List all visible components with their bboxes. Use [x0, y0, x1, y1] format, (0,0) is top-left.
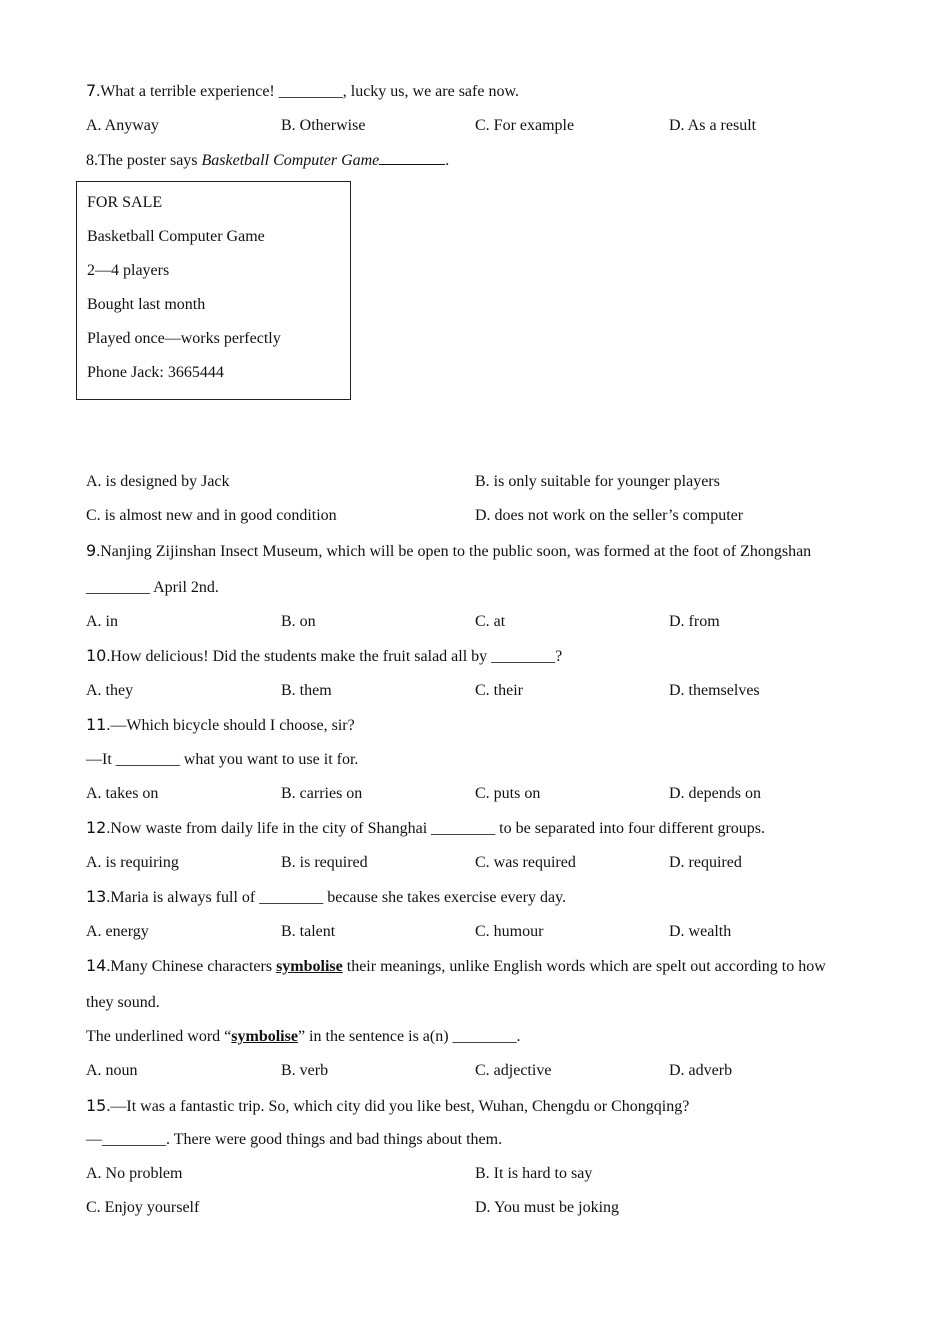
question-number: 13	[86, 887, 107, 906]
question-14-prompt	[86, 1027, 521, 1047]
question-text: .Maria is always full of ________ because she takes exercise every day.	[106, 889, 567, 906]
question-number: 14	[86, 956, 107, 975]
question-10-stem	[86, 646, 562, 667]
option-c: C. is almost new and in good condition	[86, 507, 337, 524]
poster-line: 2—4 players	[87, 262, 170, 279]
question-13-stem	[86, 887, 566, 908]
option-b: B. It is hard to say	[475, 1165, 593, 1182]
question-text: .Now waste from daily life in the city of Shanghai ________ to be separated into four different groups.	[106, 820, 766, 837]
question-text: .—Which bicycle should I choose, sir?	[106, 717, 355, 734]
option-d: D. does not work on the seller’s computer	[475, 507, 744, 524]
poster-title-reference: Basketball Computer Game	[201, 152, 380, 169]
option-b: B. is only suitable for younger players	[475, 473, 720, 490]
poster-line: Phone Jack: 3665444	[87, 364, 224, 381]
option-a: A. No problem	[86, 1165, 183, 1182]
option-d: D. wealth	[669, 923, 732, 940]
question-12-stem	[86, 818, 765, 839]
option-d: D. depends on	[669, 785, 761, 802]
question-9-stem-continued: ________ April 2nd.	[86, 579, 219, 596]
option-c: C. was required	[475, 854, 576, 871]
option-a: A. they	[86, 682, 134, 699]
question-number: 9	[86, 541, 97, 560]
option-c: C. puts on	[475, 785, 541, 802]
option-d: D. As a result	[669, 117, 757, 134]
poster-line: Played once—works perfectly	[87, 330, 281, 347]
question-text: .What a terrible experience! ________, lucky us, we are safe now.	[96, 83, 519, 100]
answer-blank	[379, 150, 445, 165]
option-a: A. energy	[86, 923, 149, 940]
question-text: their meanings, unlike English words which are spelt out according to how	[342, 958, 826, 975]
question-15-stem-continued: —________. There were good things and bad things about them.	[86, 1131, 503, 1148]
option-a: A. is designed by Jack	[86, 473, 230, 490]
question-14-stem	[86, 956, 826, 977]
option-d: D. from	[669, 613, 720, 630]
prompt-text: The underlined word “	[86, 1028, 232, 1045]
option-d: D. themselves	[669, 682, 760, 699]
option-b: B. verb	[281, 1062, 329, 1079]
option-b: B. carries on	[281, 785, 363, 802]
option-a: A. in	[86, 613, 118, 630]
option-c: C. their	[475, 682, 523, 699]
option-a: A. takes on	[86, 785, 159, 802]
question-text: .Nanjing Zijinshan Insect Museum, which will be open to the public soon, was formed at the foot of Zhongshan	[96, 543, 812, 560]
option-c: C. adjective	[475, 1062, 552, 1079]
question-number: 12	[86, 818, 107, 837]
for-sale-poster	[76, 181, 351, 400]
underlined-word: symbolise	[231, 1028, 298, 1045]
option-c: C. humour	[475, 923, 544, 940]
question-text: 8.The poster says	[86, 152, 202, 169]
option-d: D. required	[669, 854, 742, 871]
option-b: B. on	[281, 613, 316, 630]
question-text: .How delicious! Did the students make the fruit salad all by ________?	[106, 648, 563, 665]
option-b: B. is required	[281, 854, 368, 871]
question-14-stem-continued: they sound.	[86, 994, 160, 1011]
option-a: A. Anyway	[86, 117, 159, 134]
poster-line: Bought last month	[87, 296, 206, 313]
underlined-word: symbolise	[276, 958, 343, 975]
option-c: C. For example	[475, 117, 575, 134]
option-b: B. them	[281, 682, 332, 699]
poster-line: Basketball Computer Game	[87, 228, 265, 245]
question-11-stem	[86, 715, 355, 736]
prompt-text: ” in the sentence is a(n) ________.	[297, 1028, 521, 1045]
option-c: C. Enjoy yourself	[86, 1199, 200, 1216]
option-b: B. talent	[281, 923, 336, 940]
question-9-stem	[86, 541, 811, 562]
option-b: B. Otherwise	[281, 117, 366, 134]
question-number: 7	[86, 81, 97, 100]
option-d: D. adverb	[669, 1062, 733, 1079]
question-number: 11	[86, 715, 107, 734]
question-7-stem	[86, 81, 519, 102]
question-text: .—It was a fantastic trip. So, which city did you like best, Wuhan, Chengdu or Chongqing?	[106, 1098, 690, 1115]
option-d: D. You must be joking	[475, 1199, 620, 1216]
option-a: A. is requiring	[86, 854, 179, 871]
poster-line: FOR SALE	[87, 194, 163, 211]
question-number: 15	[86, 1096, 107, 1115]
question-number: 10	[86, 646, 107, 665]
question-15-stem	[86, 1096, 689, 1117]
option-a: A. noun	[86, 1062, 138, 1079]
question-11-stem-continued: —It ________ what you want to use it for.	[86, 751, 359, 768]
question-text: .Many Chinese characters	[106, 958, 277, 975]
option-c: C. at	[475, 613, 506, 630]
question-punctuation: .	[445, 152, 450, 169]
question-8-stem	[86, 150, 449, 171]
